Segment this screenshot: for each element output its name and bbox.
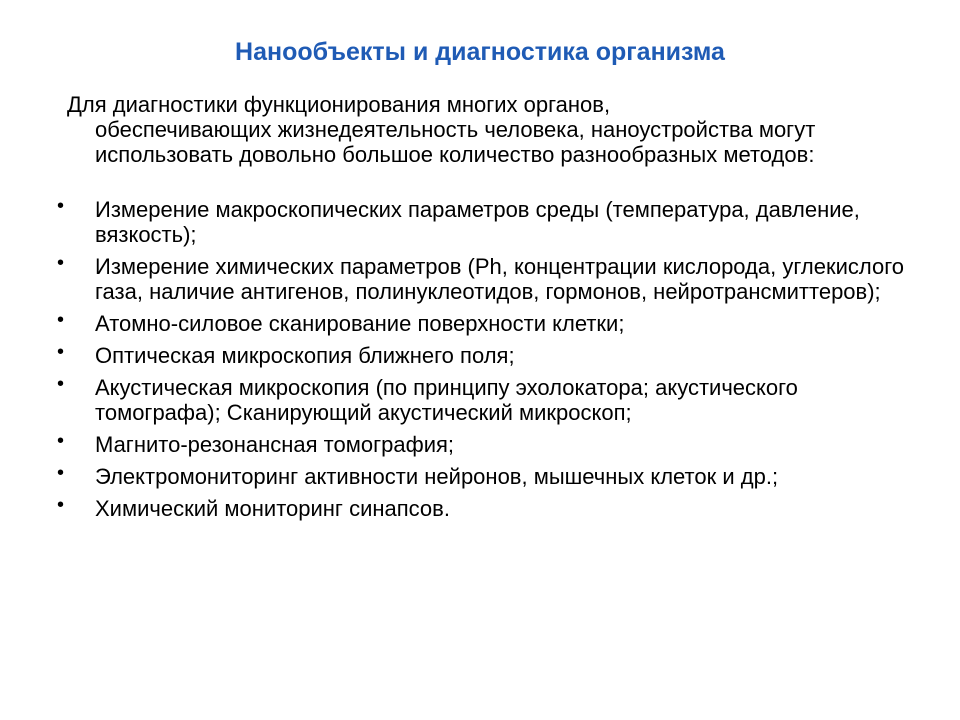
intro-paragraph [67, 92, 847, 167]
list-item [57, 432, 907, 457]
list-item [57, 343, 907, 368]
intro-first-line: Для диагностики функционирования многих органов, [67, 92, 611, 117]
list-item [57, 496, 907, 521]
list-item-text: Акустическая микроскопия (по принципу эхолокатора; акустического томографа); Сканирующий акустический микроскоп; [95, 375, 798, 425]
list-item-text: Электромониторинг активности нейронов, мышечных клеток и др.; [95, 464, 779, 489]
bullet-icon: • [57, 341, 65, 363]
list-item-text: Химический мониторинг синапсов. [95, 496, 450, 521]
list-item [57, 311, 907, 336]
list-item-text: Магнито-резонансная томография; [95, 432, 455, 457]
bullet-icon: • [57, 494, 65, 516]
list-item-text: Измерение макроскопических параметров среды (температура, давление, вязкость); [95, 197, 860, 247]
bullet-icon: • [57, 462, 65, 484]
list-item [57, 375, 907, 425]
intro-rest-text: обеспечивающих жизнедеятельность человека, наноустройства могут использовать довольно большое количество разнообразных методов: [95, 117, 816, 167]
bullet-icon: • [57, 309, 65, 331]
list-item [57, 464, 907, 489]
list-item-text: Атомно-силовое сканирование поверхности клетки; [95, 311, 625, 336]
bullet-icon: • [57, 430, 65, 452]
bullet-icon: • [57, 252, 65, 274]
list-item-text: Измерение химических параметров (Ph, концентрации кислорода, углекислого газа, наличие антигенов, полинуклеотидов, гормонов, нейротрансмиттеров); [95, 254, 904, 304]
methods-list [57, 197, 907, 528]
list-item [57, 254, 907, 304]
slide-title: Нанообъекты и диагностика организма [235, 38, 725, 66]
bullet-icon: • [57, 373, 65, 395]
bullet-icon: • [57, 195, 65, 217]
list-item [57, 197, 907, 247]
list-item-text: Оптическая микроскопия ближнего поля; [95, 343, 515, 368]
